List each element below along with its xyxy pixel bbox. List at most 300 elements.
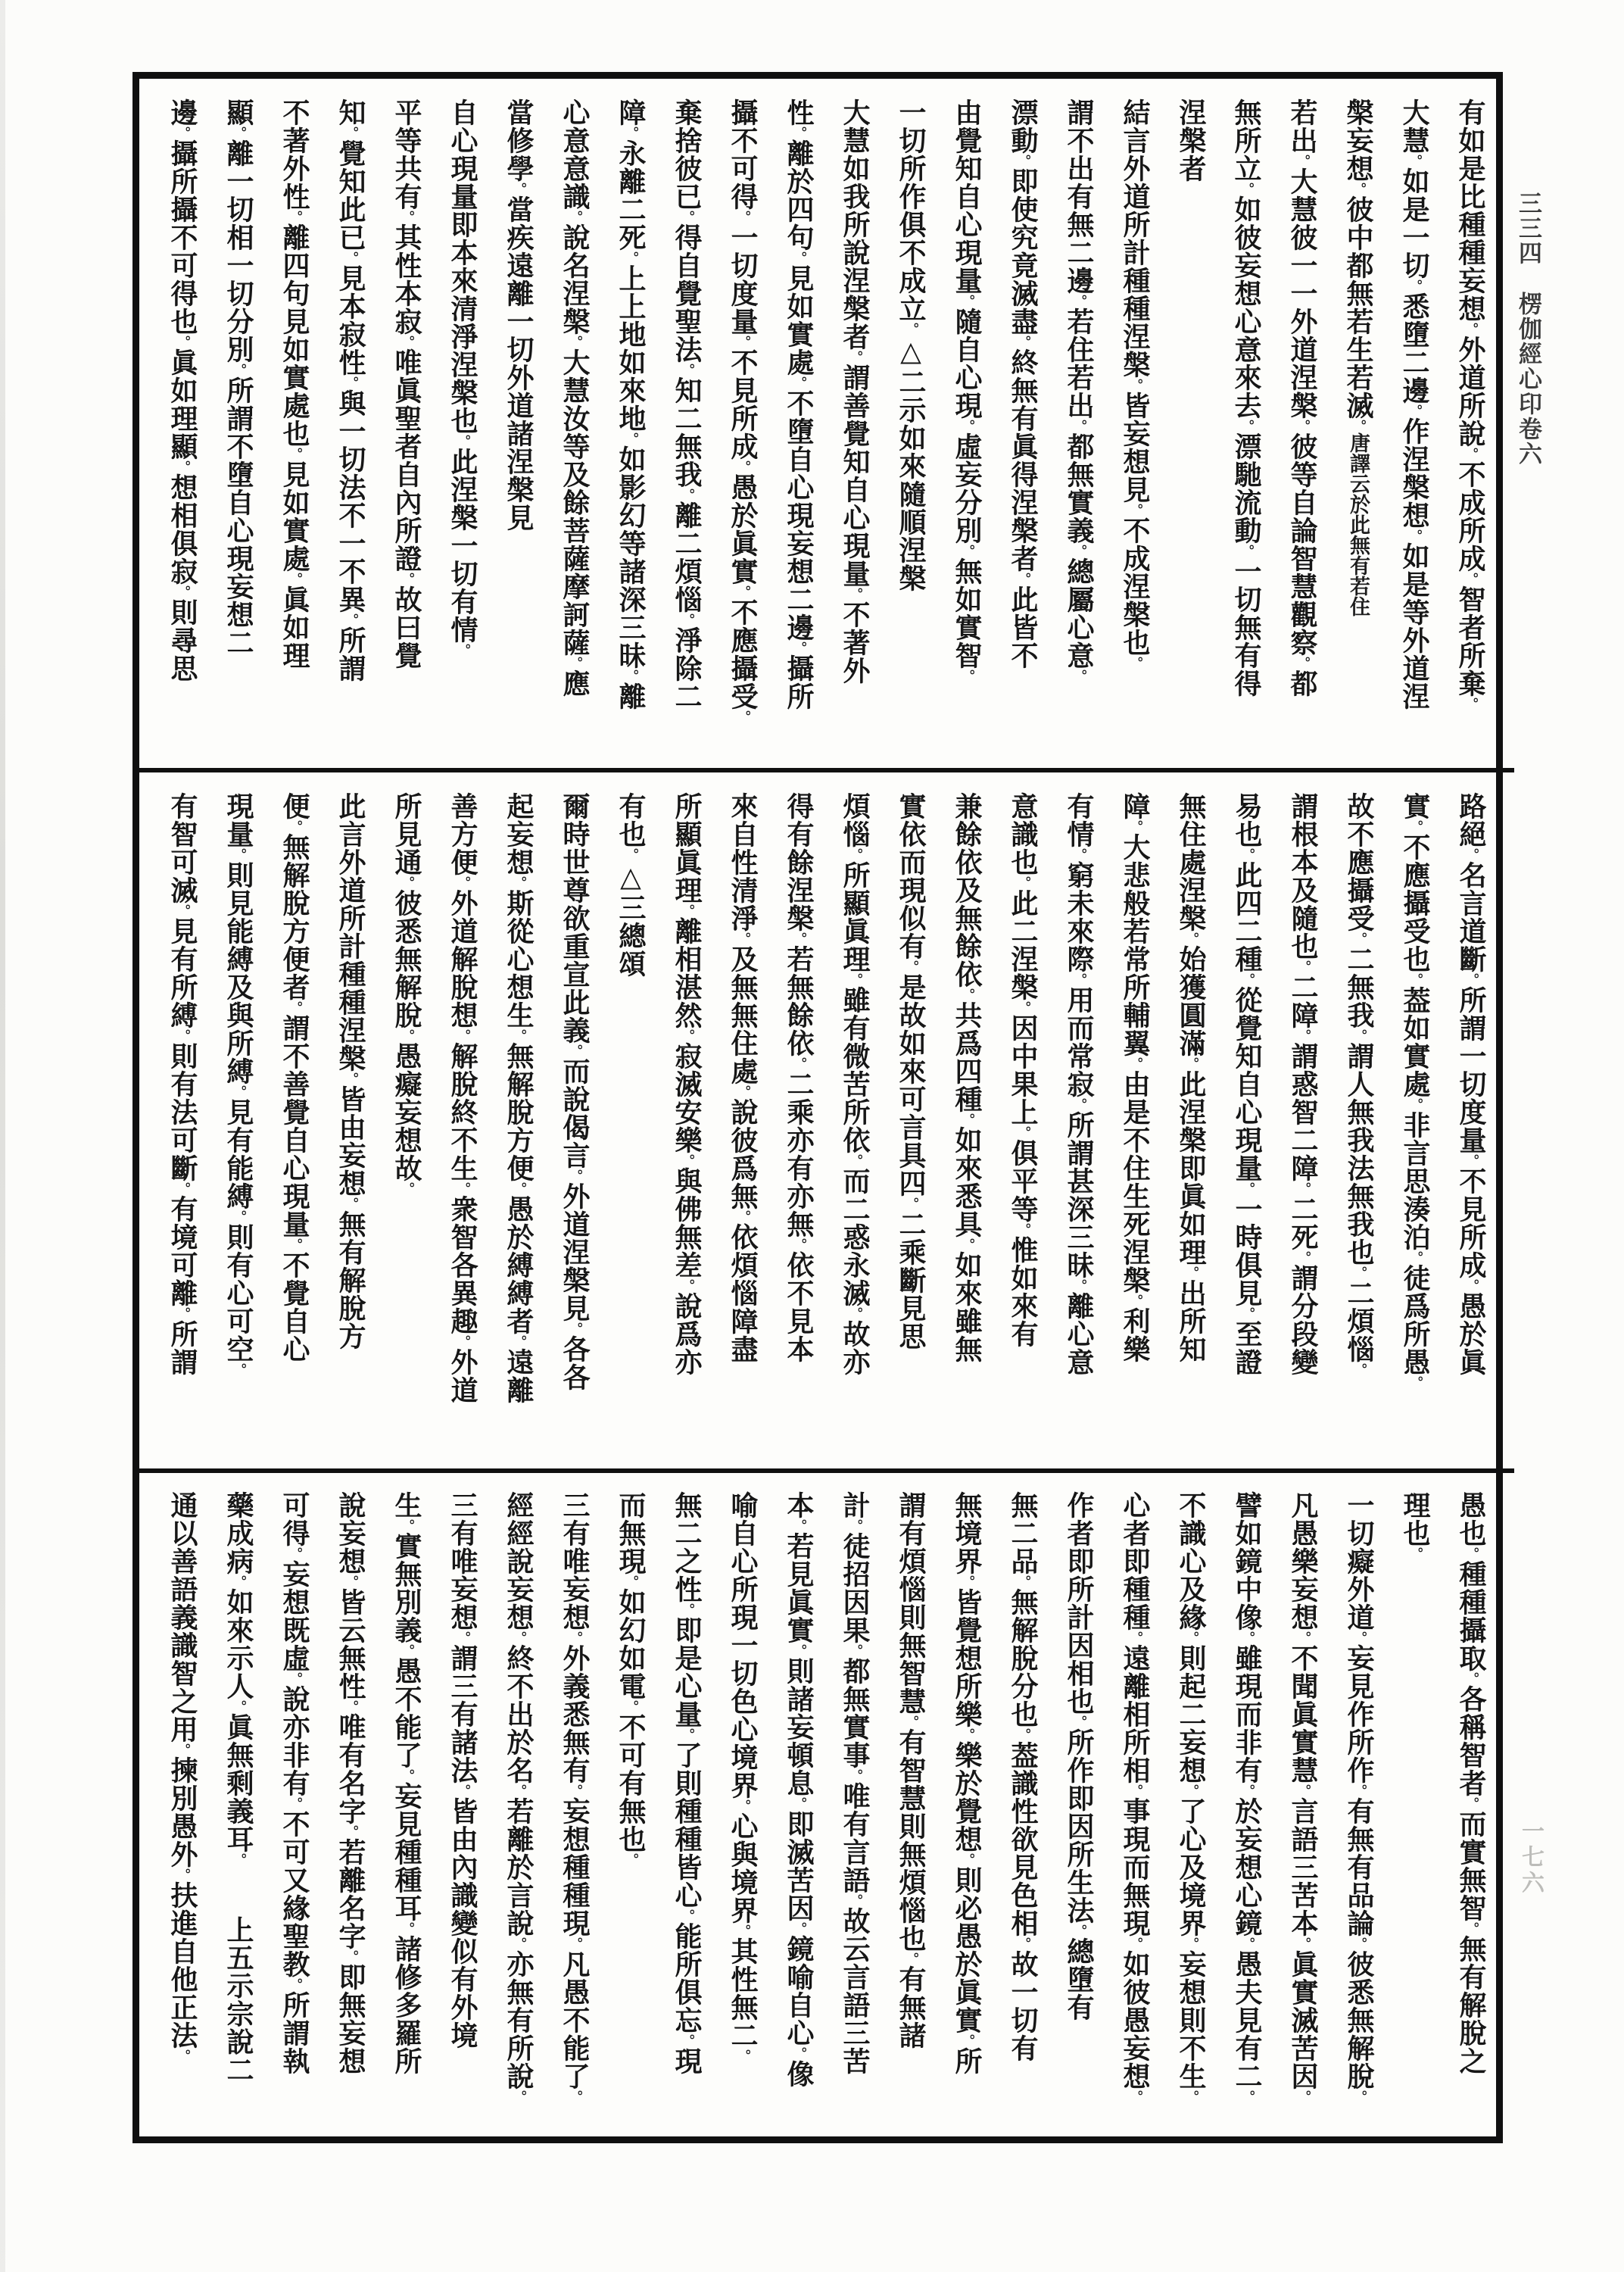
reading-mark: 。 (848, 848, 862, 861)
reading-mark: 。 (848, 1894, 862, 1907)
scan-edge-artifact (0, 0, 5, 2272)
reading-mark: 。 (512, 1029, 526, 1042)
reading-mark: 。 (288, 448, 302, 460)
reading-mark: 。 (1072, 1098, 1086, 1111)
reading-mark: 。 (1240, 1307, 1255, 1320)
reading-mark: 。 (456, 1182, 470, 1195)
reading-mark: 。 (1408, 1098, 1423, 1111)
reading-mark: 。 (1464, 1154, 1479, 1167)
reading-mark: 。 (960, 1853, 974, 1866)
text-column: 可得。妄想既虛。說亦非有。不可又緣聖教。所謂執 (279, 1491, 310, 2075)
reading-mark: 。 (680, 2034, 694, 2047)
text-column: 起妄想。斯從心想生。無解脫方便。愚於縛縛者。遠離 (503, 792, 534, 1404)
reading-mark: 。 (1016, 1126, 1030, 1139)
text-column: 心者即種種。遠離相所相。事現而無現。如彼愚妄想。 (1120, 1491, 1150, 2103)
reading-mark: 。 (1464, 848, 1479, 861)
reading-mark: 。 (1296, 960, 1311, 973)
reading-mark: 。 (736, 1924, 750, 1937)
reading-mark: 。 (1240, 2090, 1255, 2103)
reading-mark: 。 (624, 1700, 638, 1713)
text-column: 一切癡外道。妄見作所作。有無有品論。彼悉無解脫。 (1344, 1491, 1374, 2103)
reading-mark: 。 (736, 932, 750, 945)
reading-mark: 。 (568, 657, 582, 669)
reading-mark: 。 (1351, 420, 1366, 432)
margin-leaf-number: 一七六 (1518, 1819, 1543, 1896)
reading-mark: 。 (512, 1937, 526, 1950)
reading-mark: 。 (512, 1631, 526, 1644)
text-column: 自心現量即本來清淨涅槃也。此涅槃一切有情。 (447, 98, 478, 657)
reading-mark: 。 (1240, 1631, 1255, 1644)
text-column: 所顯眞理。離相湛然。寂滅安樂。與佛無差。說爲亦 (672, 792, 702, 1376)
reading-mark: 。 (736, 1210, 750, 1223)
reading-mark: 。 (960, 669, 974, 682)
text-column: 路絕。名言道斷。所謂一切度量。不見所成。愚於眞 (1456, 792, 1486, 1376)
reading-mark: 。 (1463, 698, 1478, 710)
reading-mark: 。 (176, 126, 190, 139)
text-column: 知。覺知此已。見本寂性。與一切法不一不異。所謂 (335, 98, 366, 682)
reading-mark: 。 (1408, 973, 1423, 986)
reading-mark: 。 (344, 251, 358, 264)
reading-mark: 。 (904, 1715, 918, 1728)
reading-mark: 。 (456, 1335, 470, 1348)
text-column: 喻自心所現一切色心境界。心與境界。其性無二。 (728, 1491, 758, 2062)
text-column: 平等共有。其性本寂。唯眞聖者自內所證。故曰覺 (391, 98, 422, 669)
reading-mark: 。 (904, 960, 918, 973)
text-column: 不識心及緣。則起二妄想。了心及境界。妄想則不生。 (1176, 1491, 1206, 2103)
reading-mark: 。 (1128, 1631, 1142, 1644)
reading-mark: 。 (1464, 1279, 1479, 1292)
reading-mark: 。 (1408, 820, 1423, 833)
reading-mark: 。 (1016, 335, 1030, 348)
reading-mark: 。 (1352, 1363, 1367, 1376)
reading-mark: 。 (456, 1029, 470, 1042)
reading-mark: 。 (736, 460, 750, 473)
text-column: 易也。此四二種。從覺知自心現量。一時俱見。至證 (1232, 792, 1262, 1376)
reading-mark: 。 (1407, 404, 1422, 417)
reading-mark: 。 (1463, 573, 1478, 585)
reading-mark: 。 (1407, 154, 1422, 167)
reading-mark: 。 (1296, 1251, 1311, 1264)
reading-mark: 。 (680, 613, 694, 626)
reading-mark: 。 (456, 1784, 470, 1797)
text-column: 一切所作俱不成立。△二示如來隨順涅槃 (896, 98, 926, 592)
reading-mark: 。 (1239, 420, 1254, 432)
reading-mark: 。 (680, 211, 694, 223)
reading-mark: 。 (1184, 2090, 1199, 2103)
reading-mark: 。 (1296, 1631, 1311, 1644)
reading-mark: 。 (960, 1728, 974, 1741)
reading-mark: 。 (1240, 973, 1255, 986)
text-column: 邊。攝所攝不可得也。眞如理顯。想相俱寂。則尋思 (167, 98, 198, 682)
reading-mark: 。 (232, 1210, 246, 1223)
reading-mark: 。 (344, 1197, 358, 1210)
text-column: 來自性清淨。及無無住處。說彼爲無。依煩惱障盡 (728, 792, 758, 1363)
text-column: 攝不可得。一切度量。不見所成。愚於眞實。不應攝受。 (728, 98, 758, 723)
text-column: 得有餘涅槃。若無餘依。二乘亦有亦無。依不見本 (784, 792, 814, 1363)
reading-mark: 。 (680, 1279, 694, 1292)
reading-mark: 。 (1296, 1937, 1311, 1950)
reading-mark: 。 (1240, 848, 1255, 861)
reading-mark: 。 (1128, 379, 1142, 392)
reading-mark: 。 (568, 335, 582, 348)
reading-mark: 。 (344, 126, 358, 139)
reading-mark: 。 (904, 323, 918, 335)
reading-mark: 。 (456, 435, 470, 448)
reading-mark: 。 (1072, 1279, 1086, 1292)
reading-mark: 。 (1184, 1631, 1199, 1644)
reading-mark: 。 (792, 126, 806, 139)
reading-mark: 。 (1072, 973, 1086, 986)
text-column: 此言外道所計種種涅槃。皆由妄想。無有解脫方 (335, 792, 366, 1350)
reading-mark: 。 (848, 973, 862, 986)
text-column: 無二品。無解脫分也。葢識性欲見色相。故一切有 (1008, 1491, 1038, 2062)
text-column: 凡愚樂妄想。不聞眞實慧。言語三苦本。眞實滅苦因。 (1288, 1491, 1318, 2103)
text-column: 現量。則見能縛及與所縛。見有能縛。則有心可空。 (223, 792, 254, 1376)
reading-mark: 。 (288, 573, 302, 585)
text-column: 理也。 (1400, 1491, 1430, 1560)
reading-mark: 。 (1352, 1266, 1367, 1279)
reading-mark: 。 (568, 1784, 582, 1797)
reading-mark: 。 (736, 211, 750, 223)
reading-mark: 。 (1016, 1001, 1030, 1014)
reading-mark: 。 (1407, 529, 1422, 542)
inline-annotation: 唐譯云於此無有若住 (1347, 432, 1370, 616)
reading-mark: 。 (1240, 1784, 1255, 1797)
reading-mark: 。 (680, 904, 694, 917)
text-column: 實依而現似有。是故如來可言具四。二乘斷見思 (896, 792, 926, 1350)
text-column: 有也。△三總頌 (616, 792, 646, 978)
reading-mark: 。 (624, 251, 638, 264)
reading-mark: 。 (1072, 669, 1086, 682)
reading-mark: 。 (176, 1307, 190, 1320)
text-column: 有智可滅。見有所縛。則有法可斷。有境可離。所謂 (167, 792, 198, 1376)
text-column: 有如是比種種妄想。外道所說。不成所成。智者所棄。 (1455, 98, 1485, 710)
reading-mark: 。 (400, 1769, 414, 1782)
text-column: 生。實無別義。愚不能了。妄見種種耳。諸修多羅所 (391, 1491, 422, 2075)
reading-mark: 。 (232, 126, 246, 139)
text-column: 有情。窮未來際。用而常寂。所謂甚深三昧。離心意 (1064, 792, 1094, 1376)
reading-mark: 。 (1072, 420, 1086, 432)
reading-mark: 。 (176, 1743, 190, 1756)
reading-mark: 。 (1464, 1547, 1479, 1560)
text-column: 藥成病。如來示人。眞無剩義耳。 上五示宗說二 (223, 1491, 254, 2084)
reading-mark: 。 (848, 1769, 862, 1782)
reading-mark: 。 (232, 1085, 246, 1098)
text-column: 大慧。如是一切。悉墮二邊。作涅槃想。如是等外道涅 (1399, 98, 1429, 710)
reading-mark: 。 (344, 376, 358, 389)
reading-mark: 。 (1128, 1057, 1142, 1070)
reading-mark: 。 (1240, 1182, 1255, 1195)
reading-mark: 。 (288, 1238, 302, 1251)
reading-mark: 。 (960, 988, 974, 1001)
reading-mark: 。 (288, 1797, 302, 1810)
text-column: 說妄想。皆云無性。唯有名字。若離名字。即無妄想 (335, 1491, 366, 2075)
reading-mark: 。 (848, 1154, 862, 1167)
reading-mark: 。 (736, 335, 750, 348)
reading-mark: 。 (176, 460, 190, 473)
reading-mark: 。 (1128, 820, 1142, 833)
text-column: 便。無解脫方便者。謂不善覺自心現量。不覺自心 (279, 792, 310, 1363)
reading-mark: 。 (1352, 932, 1367, 945)
reading-mark: 。 (1016, 154, 1030, 167)
reading-mark: 。 (960, 420, 974, 432)
reading-mark: 。 (1128, 504, 1142, 517)
text-column: 無住處涅槃。始獲圓滿。此涅槃即眞如理。出所知 (1176, 792, 1206, 1363)
reading-mark: 。 (1296, 2090, 1311, 2103)
reading-mark: 。 (1128, 1937, 1142, 1950)
reading-mark: 。 (288, 820, 302, 833)
text-column: 煩惱。所顯眞理。雖有微苦所依。而二惑永滅。故亦 (840, 792, 870, 1376)
reading-mark: 。 (792, 376, 806, 389)
reading-mark: 。 (344, 1825, 358, 1838)
reading-mark: 。 (176, 585, 190, 598)
reading-mark: 。 (568, 211, 582, 223)
text-column: 無境界。皆覺想所樂。樂於覺想。則必愚於眞實。所 (952, 1491, 982, 2075)
text-column: 而無現。如幻如電。不可有無也。 (616, 1491, 646, 1866)
page-frame (132, 72, 1503, 2143)
text-column: 計。徒招因果。都無實事。唯有言語。故云言語三苦 (840, 1491, 870, 2075)
reading-mark: 。 (176, 1182, 190, 1195)
margin-title-column (1511, 191, 1545, 467)
reading-mark: 。 (960, 295, 974, 307)
reading-mark: 。 (400, 1644, 414, 1657)
reading-mark: 。 (1184, 1266, 1199, 1279)
reading-mark: 。 (1352, 1784, 1367, 1797)
reading-mark: 。 (512, 183, 526, 195)
text-column: 障。永離二死。上上地如來地。如影幻等諸深三昧。離 (616, 98, 646, 710)
text-column: 通以善語義識智之用。揀別愚外。扶進自他正法。 (167, 1491, 198, 2062)
reading-mark: 。 (512, 1784, 526, 1797)
reading-mark: 。 (624, 432, 638, 445)
text-column: 三有唯妄想。謂三有諸法。皆由內識變似有外境 (447, 1491, 478, 2049)
reading-mark: 。 (848, 1307, 862, 1320)
reading-mark: 。 (736, 1085, 750, 1098)
reading-mark: 。 (1352, 1937, 1367, 1950)
register-middle (139, 768, 1514, 1468)
reading-mark: 。 (1464, 1922, 1479, 1935)
reading-mark: 。 (568, 1322, 582, 1335)
reading-mark: 。 (288, 211, 302, 223)
reading-mark: 。 (344, 1700, 358, 1713)
reading-mark: 。 (1072, 1924, 1086, 1937)
reading-mark: 。 (680, 1603, 694, 1616)
reading-mark: 。 (1072, 545, 1086, 557)
reading-mark: 。 (568, 1631, 582, 1644)
reading-mark: 。 (1072, 295, 1086, 307)
reading-mark: 。 (792, 1238, 806, 1251)
reading-mark: 。 (176, 1868, 190, 1881)
reading-mark: 。 (792, 251, 806, 264)
text-column: 作者即所計因相也。所作即因所生法。總墮有 (1064, 1491, 1094, 2021)
reading-mark: 。 (1128, 2090, 1142, 2103)
reading-mark: 。 (736, 710, 750, 723)
text-column: 無二之性。即是心量。了則種種皆心。能所俱忘。現 (672, 1491, 702, 2075)
reading-mark: 。 (568, 2090, 582, 2103)
reading-mark: 。 (680, 1728, 694, 1741)
reading-mark: 。 (344, 1575, 358, 1588)
text-column: 涅槃者 (1176, 98, 1206, 183)
reading-mark: 。 (1352, 1029, 1367, 1042)
reading-mark: 。 (1295, 154, 1310, 167)
reading-mark: 。 (960, 1575, 974, 1588)
reading-mark: 。 (512, 2090, 526, 2103)
reading-mark: 。 (1016, 573, 1030, 585)
text-column: 障。大悲般若常所輔翼。由是不住生死涅槃。利樂 (1120, 792, 1150, 1363)
reading-mark: 。 (1128, 1294, 1142, 1307)
reading-mark: 。 (232, 1363, 246, 1376)
reading-mark: 。 (680, 1029, 694, 1042)
text-column: 善方便。外道解脫想。解脫終不生。衆智各異趣。外道 (447, 792, 478, 1404)
reading-mark: 。 (568, 1937, 582, 1950)
reading-mark: 。 (512, 1182, 526, 1195)
reading-mark: 。 (624, 848, 638, 861)
reading-mark: 。 (176, 2049, 190, 2062)
reading-mark: 。 (904, 1197, 918, 1210)
reading-mark: 。 (848, 588, 862, 601)
reading-mark: 。 (456, 876, 470, 889)
reading-mark: 。 (1296, 1784, 1311, 1797)
text-column: 經經說妄想。終不出於名。若離於言說。亦無有所說。 (503, 1491, 534, 2103)
reading-mark: 。 (1072, 1715, 1086, 1728)
reading-mark: 。 (848, 351, 862, 364)
reading-mark: 。 (1239, 545, 1254, 557)
reading-mark: 。 (792, 1922, 806, 1935)
reading-mark: 。 (792, 1644, 806, 1657)
text-column: 大慧如我所說涅槃者。謂善覺知自心現量。不著外 (840, 98, 870, 685)
reading-mark: 。 (456, 1631, 470, 1644)
reading-mark: 。 (288, 1672, 302, 1685)
reading-mark: 。 (1408, 1251, 1423, 1264)
text-column: 謂有煩惱則無智慧。有智慧則無煩惱也。有無諸 (896, 1491, 926, 2049)
text-column: 兼餘依及無餘依。共爲四種。如來悉具。如來雖無 (952, 792, 982, 1363)
reading-mark: 。 (400, 211, 414, 223)
reading-mark: 。 (344, 613, 358, 626)
reading-mark: 。 (288, 1001, 302, 1014)
reading-mark: 。 (624, 669, 638, 682)
reading-mark: 。 (1016, 1937, 1030, 1950)
reading-mark: 。 (1184, 1937, 1199, 1950)
reading-mark: 。 (680, 1154, 694, 1167)
reading-mark: 。 (1184, 1784, 1199, 1797)
reading-mark: 。 (792, 641, 806, 654)
reading-mark: 。 (400, 1182, 414, 1195)
text-column: 性。離於四句。見如實處。不墮自心現妄想二邊。攝所 (784, 98, 814, 710)
reading-mark: 。 (624, 1575, 638, 1588)
reading-mark: 。 (1463, 448, 1478, 460)
reading-mark: 。 (960, 1238, 974, 1251)
reading-mark: 。 (1184, 1057, 1199, 1070)
reading-mark: 。 (456, 644, 470, 657)
text-column: 棄捨彼已。得自覺聖法。知二無我。離二煩惱。淨除二 (672, 98, 702, 710)
reading-mark: 。 (1016, 1728, 1030, 1741)
reading-mark: 。 (792, 1057, 806, 1070)
text-column: 愚也。種種攝取。各稱智者。而實無智。無有解脫之 (1456, 1491, 1486, 2075)
text-column: 槃妄想。彼中都無若生若滅。唐譯云於此無有若住 (1343, 98, 1373, 616)
text-column: 漂動。即使究竟滅盡。終無有眞得涅槃者。此皆不 (1008, 98, 1038, 669)
reading-mark: 。 (960, 1113, 974, 1126)
reading-mark: 。 (624, 1853, 638, 1866)
reading-mark: 。 (288, 1547, 302, 1560)
reading-mark: 。 (680, 1909, 694, 1922)
margin-volume-title: 楞伽經心印卷六 (1515, 292, 1541, 467)
reading-mark: 。 (1016, 876, 1030, 889)
text-column: 所見通。彼悉無解脫。愚癡妄想故。 (391, 792, 422, 1195)
reading-mark: 。 (792, 932, 806, 945)
reading-mark: 。 (848, 1519, 862, 1532)
register-top (139, 79, 1513, 768)
reading-mark: 。 (1128, 657, 1142, 669)
reading-mark: 。 (232, 848, 246, 861)
reading-mark: 。 (1239, 183, 1254, 195)
reading-mark: 。 (792, 2047, 806, 2060)
reading-mark: 。 (1352, 1631, 1367, 1644)
reading-mark: 。 (1240, 1937, 1255, 1950)
reading-mark: 。 (1464, 1672, 1479, 1685)
reading-mark: 。 (960, 2034, 974, 2047)
text-column: 無所立。如彼妄想心意來去。漂馳流動。一切無有得 (1231, 98, 1261, 698)
reading-mark: 。 (1128, 1784, 1142, 1797)
reading-mark: 。 (680, 488, 694, 501)
reading-mark: 。 (568, 1044, 582, 1057)
text-column: 結言外道所計種種涅槃。皆妄想見。不成涅槃也。 (1120, 98, 1150, 669)
reading-mark: 。 (400, 573, 414, 585)
text-column: 由覺知自心現量。隨自心現。虛妄分別。無如實智。 (952, 98, 982, 682)
reading-mark: 。 (512, 876, 526, 889)
reading-mark: 。 (736, 2049, 750, 2062)
text-column: 不著外性。離四句見如實處也。見如實處。眞如理 (279, 98, 310, 669)
reading-mark: 。 (680, 364, 694, 376)
reading-mark: 。 (904, 1952, 918, 1965)
reading-mark: 。 (848, 1644, 862, 1657)
reading-mark: 。 (512, 1335, 526, 1348)
reading-mark: 。 (1408, 1547, 1423, 1560)
text-column: 三有唯妄想。外義悉無有。妄想種種現。凡愚不能了。 (560, 1491, 590, 2103)
reading-mark: 。 (792, 1797, 806, 1810)
reading-mark: 。 (1184, 932, 1199, 945)
reading-mark: 。 (176, 1029, 190, 1042)
text-column: 心意意識。說名涅槃。大慧汝等及餘菩薩摩訶薩。應 (560, 98, 590, 698)
reading-mark: 。 (1463, 323, 1478, 335)
reading-mark: 。 (1464, 973, 1479, 986)
reading-mark: 。 (1464, 1797, 1479, 1810)
reading-mark: 。 (1408, 1376, 1423, 1389)
reading-mark: 。 (1352, 2090, 1367, 2103)
reading-mark: 。 (736, 585, 750, 598)
reading-mark: 。 (232, 1853, 246, 1860)
reading-mark: 。 (736, 1799, 750, 1812)
register-bottom (139, 1468, 1514, 2136)
reading-mark: 。 (400, 876, 414, 889)
text-column: 意識也。此二涅槃。因中果上。俱平等。惟如來有 (1008, 792, 1038, 1348)
text-column: 實。不應攝受也。葢如實處。非言思湊泊。徒爲所愚。 (1400, 792, 1430, 1389)
text-column: 本。若見眞實。則諸妄頓息。即滅苦因。鏡喻自心。像 (784, 1491, 814, 2088)
reading-mark: 。 (792, 1519, 806, 1532)
reading-mark: 。 (400, 1922, 414, 1935)
reading-mark: 。 (960, 545, 974, 557)
text-column: 譬如鏡中像。雖現而非有。於妄想心鏡。愚夫見有二。 (1232, 1491, 1262, 2103)
reading-mark: 。 (400, 1029, 414, 1042)
text-column: 顯。離一切相一切分別。所謂不墮自心現妄想二 (223, 98, 254, 657)
reading-mark: 。 (344, 1072, 358, 1085)
reading-mark: 。 (400, 335, 414, 348)
text-column: 故不應攝受。二無我。謂人無我法無我也。二煩惱。 (1344, 792, 1374, 1376)
text-column: 謂不出有無二邊。若住若出。都無實義。總屬心意。 (1064, 98, 1094, 682)
reading-mark: 。 (288, 1978, 302, 1991)
margin-page-number: 三三四 (1515, 191, 1541, 266)
reading-mark: 。 (1016, 1223, 1030, 1236)
reading-mark: 。 (1351, 183, 1366, 195)
reading-mark: 。 (1016, 1575, 1030, 1588)
